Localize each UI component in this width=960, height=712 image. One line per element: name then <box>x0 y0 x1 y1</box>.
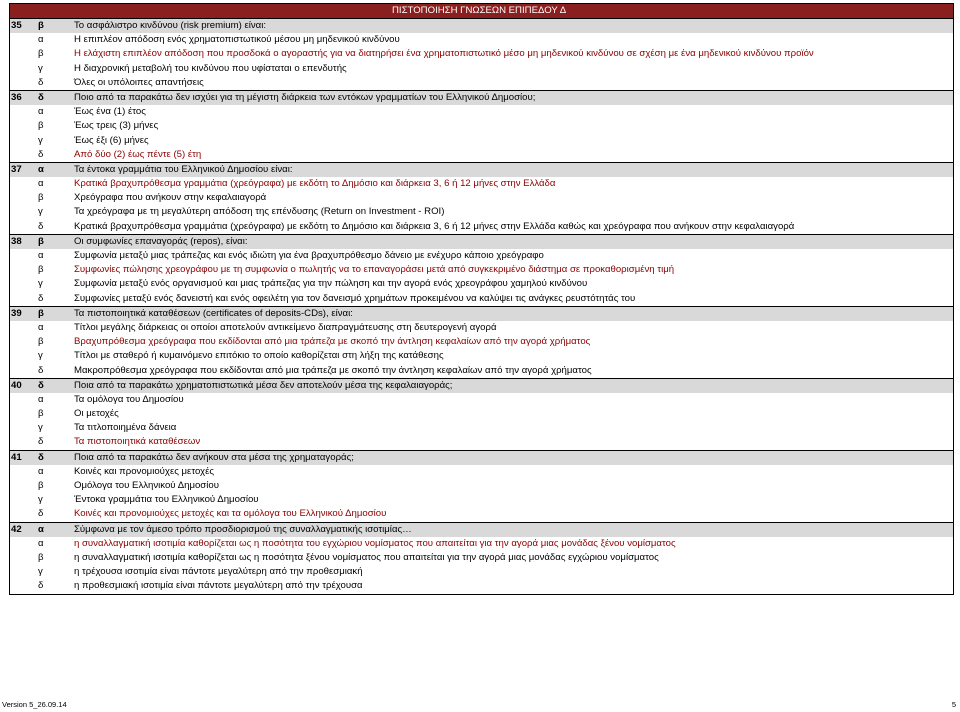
question-list <box>10 19 953 594</box>
option-row <box>10 148 953 162</box>
option-text: Τίτλοι μεγάλης διάρκειας οι οποίοι αποτελούν αντικείμενο διαπραγμάτευσης στη δευτερογενή αγορά <box>74 321 497 333</box>
correct-answer: δ <box>38 451 44 463</box>
option-letter: δ <box>38 76 44 88</box>
option-text: Τα τιτλοποιημένα δάνεια <box>74 422 177 434</box>
page-number: 5 <box>951 700 956 709</box>
option-letter: β <box>38 408 44 420</box>
option-text: Η επιπλέον απόδοση ενός χρηματοπιστωτικού μέσου μη μηδενικού κινδύνου <box>74 34 400 46</box>
question-row <box>10 450 953 465</box>
option-letter: γ <box>38 206 43 218</box>
option-row <box>10 435 953 449</box>
correct-answer: α <box>38 523 44 535</box>
option-letter: α <box>38 465 44 477</box>
question-number: 37 <box>11 163 22 175</box>
option-letter: β <box>38 480 44 491</box>
option-letter: δ <box>38 364 44 376</box>
correct-answer: δ <box>38 379 44 391</box>
option-text: Οι μετοχές <box>74 408 119 420</box>
option-text: η τρέχουσα ισοτιμία είναι πάντοτε μεγαλύτερη από την προθεσμιακή <box>74 566 363 578</box>
option-row <box>10 119 953 133</box>
option-letter: γ <box>38 494 43 506</box>
correct-answer: β <box>38 307 44 319</box>
option-text: Μακροπρόθεσμα χρεόγραφα που εκδίδονται από μια τράπεζα με σκοπό την άντληση κεφαλαίων από την αγορά χρήματος <box>74 364 592 376</box>
question-row <box>10 234 953 249</box>
option-row <box>10 579 953 593</box>
option-letter: γ <box>38 134 43 146</box>
option-row <box>10 507 953 521</box>
question-row <box>10 90 953 105</box>
question-number: 41 <box>11 451 22 463</box>
question-text: Ποια από τα παρακάτω δεν ανήκουν στα μέσα της χρηματαγοράς; <box>74 451 354 463</box>
option-row <box>10 335 953 349</box>
option-text: Έως έξι (6) μήνες <box>74 134 149 146</box>
option-row <box>10 177 953 191</box>
option-text: Συμφωνίες πώλησης χρεογράφου με τη συμφωνία ο πωλητής να το επαναγοράσει μετά από συγκεκριμένο διάστημα σε προκαθορισμένη τιμή <box>74 264 675 276</box>
option-text: Ομόλογα του Ελληνικού Δημοσίου <box>74 480 219 491</box>
exam-sheet <box>9 3 954 595</box>
option-row <box>10 537 953 551</box>
question-row <box>10 19 953 33</box>
option-letter: γ <box>38 278 43 290</box>
option-row <box>10 349 953 363</box>
option-row <box>10 33 953 47</box>
option-letter: α <box>38 393 44 405</box>
option-text: Όλες οι υπόλοιπες απαντήσεις <box>74 76 204 88</box>
question-text: Οι συμφωνίες επαναγοράς (repos), είναι: <box>74 235 248 247</box>
option-row <box>10 105 953 119</box>
option-letter: β <box>38 264 44 276</box>
option-text: Συμφωνίες μεταξύ ενός δανειστή και ενός οφειλέτη για τον δανεισμό χρημάτων προκειμένου να καλύψει τις ανάγκες ρευστότητάς του <box>74 292 636 304</box>
option-text: Η ελάχιστη επιπλέον απόδοση που προσδοκά ο αγοραστής για να διατηρήσει ένα χρηματοπιστωτικό μέσο μη μηδενικού κινδύνου σε σχέση με ένα μηδενικού κινδύνου προϊόν <box>74 48 814 60</box>
question-text: Τα πιστοποιητικά καταθέσεων (certificates of deposits-CDs), είναι: <box>74 307 353 319</box>
option-row <box>10 292 953 306</box>
option-row <box>10 465 953 479</box>
question-number: 36 <box>11 91 22 103</box>
option-letter: α <box>38 537 44 549</box>
option-letter: β <box>38 336 44 348</box>
option-letter: δ <box>38 148 44 160</box>
option-row <box>10 47 953 61</box>
option-letter: α <box>38 34 44 46</box>
option-letter: δ <box>38 292 44 304</box>
option-row <box>10 263 953 277</box>
option-text: Τα χρεόγραφα με τη μεγαλύτερη απόδοση της επένδυσης (Return on Investment - ROI) <box>74 206 445 218</box>
option-text: Κρατικά βραχυπρόθεσμα γραμμάτια (χρεόγραφα) με εκδότη το Δημόσιο και διάρκεια 3, 6 ή 12 μήνες στην Ελλάδα καθώς και χρεόγραφα που ανήκουν στην κεφαλαιαγορά <box>74 220 795 232</box>
option-text: Βραχυπρόθεσμα χρεόγραφα που εκδίδονται από μια τράπεζα με σκοπό την άντληση κεφαλαίων από την αγορά χρήματος <box>74 336 591 348</box>
question-number: 39 <box>11 307 22 319</box>
option-text: Από δύο (2) έως πέντε (5) έτη <box>74 148 202 160</box>
option-row <box>10 76 953 90</box>
page-title: ΠΙΣΤΟΠΟΙΗΣΗ ΓΝΩΣΕΩΝ ΕΠΙΠΕΔΟΥ Δ <box>392 5 567 16</box>
question-text: Ποιο από τα παρακάτω δεν ισχύει για τη μέγιστη διάρκεια των εντόκων γραμματίων του Ελληνικού Δημοσίου; <box>74 91 536 103</box>
option-row <box>10 134 953 148</box>
option-letter: α <box>38 321 44 333</box>
option-letter: δ <box>38 220 44 232</box>
option-text: Τα πιστοποιητικά καταθέσεων <box>74 436 201 448</box>
option-row <box>10 364 953 378</box>
option-text: Έως τρεις (3) μήνες <box>74 120 159 132</box>
option-letter: β <box>38 551 44 563</box>
option-letter: γ <box>38 422 43 434</box>
correct-answer: β <box>38 20 44 31</box>
question-row <box>10 378 953 393</box>
option-row <box>10 277 953 291</box>
option-text: Τα ομόλογα του Δημοσίου <box>74 393 184 405</box>
option-row <box>10 565 953 579</box>
option-letter: α <box>38 106 44 118</box>
option-row <box>10 479 953 493</box>
correct-answer: α <box>38 163 44 175</box>
question-number: 40 <box>11 379 22 391</box>
option-row <box>10 493 953 507</box>
option-letter: β <box>38 192 44 204</box>
option-letter: δ <box>38 436 44 448</box>
question-text: Τα έντοκα γραμμάτια του Ελληνικού Δημοσίου είναι: <box>74 163 293 175</box>
option-row <box>10 191 953 205</box>
correct-answer: δ <box>38 91 44 103</box>
question-number: 42 <box>11 523 22 535</box>
option-letter: α <box>38 250 44 261</box>
question-text: Σύμφωνα με τον άμεσο τρόπο προσδιορισμού της συναλλαγματικής ισοτιμίας… <box>74 523 412 535</box>
option-text: Τίτλοι με σταθερό ή κυμαινόμενο επιτόκιο το οποίο καθορίζεται στη λήξη της κατάθεσης <box>74 350 444 362</box>
question-row <box>10 306 953 321</box>
option-row <box>10 421 953 435</box>
option-row <box>10 393 953 407</box>
question-text: Ποια από τα παρακάτω χρηματοπιστωτικά μέσα δεν αποτελούν μέσα της κεφαλαιαγοράς; <box>74 379 453 391</box>
question-row <box>10 522 953 537</box>
option-text: Έως ένα (1) έτος <box>74 106 146 118</box>
option-text: Η διαχρονική μεταβολή του κινδύνου που υφίσταται ο επενδυτής <box>74 62 347 74</box>
option-text: η προθεσμιακή ισοτιμία είναι πάντοτε μεγαλύτερη από την τρέχουσα <box>74 580 363 592</box>
option-text: η συναλλαγματική ισοτιμία καθορίζεται ως η ποσότητα ξένου νομίσματος που απαιτείται για την αγορά μιας μονάδας εγχώριου νομίσματος <box>74 551 659 563</box>
option-text: Συμφωνία μεταξύ μιας τράπεζας και ενός ιδιώτη για ένα βραχυπρόθεσμο δάνειο με ενέχυρο κάποιο χρεόγραφο <box>74 250 544 261</box>
option-text: Χρεόγραφα που ανήκουν στην κεφαλαιαγορά <box>74 192 267 204</box>
option-text: Κοινές και προνομιούχες μετοχές <box>74 465 214 477</box>
option-row <box>10 220 953 234</box>
option-letter: δ <box>38 508 44 520</box>
option-letter: γ <box>38 350 43 362</box>
option-row <box>10 321 953 335</box>
option-text: η συναλλαγματική ισοτιμία καθορίζεται ως η ποσότητα του εγχώριου νομίσματος που απαιτείται για την αγορά μιας μονάδας ξένου νομίσματος <box>74 537 676 549</box>
option-letter: γ <box>38 62 43 74</box>
option-row <box>10 249 953 263</box>
option-letter: β <box>38 48 44 60</box>
question-text: Το ασφάλιστρο κινδύνου (risk premium) είναι: <box>74 20 267 31</box>
question-number: 38 <box>11 235 22 247</box>
option-row <box>10 551 953 565</box>
option-letter: α <box>38 178 44 190</box>
option-text: Κοινές και προνομιούχες μετοχές και τα ομόλογα του Ελληνικού Δημοσίου <box>74 508 387 520</box>
option-text: Έντοκα γραμμάτια του Ελληνικού Δημοσίου <box>74 494 259 506</box>
option-row <box>10 407 953 421</box>
correct-answer: β <box>38 235 44 247</box>
option-letter: γ <box>38 566 43 578</box>
version-label: Version 5_26.09.14 <box>2 700 67 709</box>
option-row <box>10 205 953 219</box>
option-text: Κρατικά βραχυπρόθεσμα γραμμάτια (χρεόγραφα) με εκδότη το Δημόσιο και διάρκεια 3, 6 ή 12 μήνες στην Ελλάδα <box>74 178 556 190</box>
option-letter: δ <box>38 580 44 592</box>
question-number: 35 <box>11 20 22 31</box>
option-text: Συμφωνία μεταξύ ενός οργανισμού και μιας τράπεζας για την πώληση και την αγορά ενός χρεογράφου χαμηλού κινδύνου <box>74 278 588 290</box>
page-header <box>10 4 953 19</box>
option-letter: β <box>38 120 44 132</box>
question-row <box>10 162 953 177</box>
option-row <box>10 62 953 76</box>
